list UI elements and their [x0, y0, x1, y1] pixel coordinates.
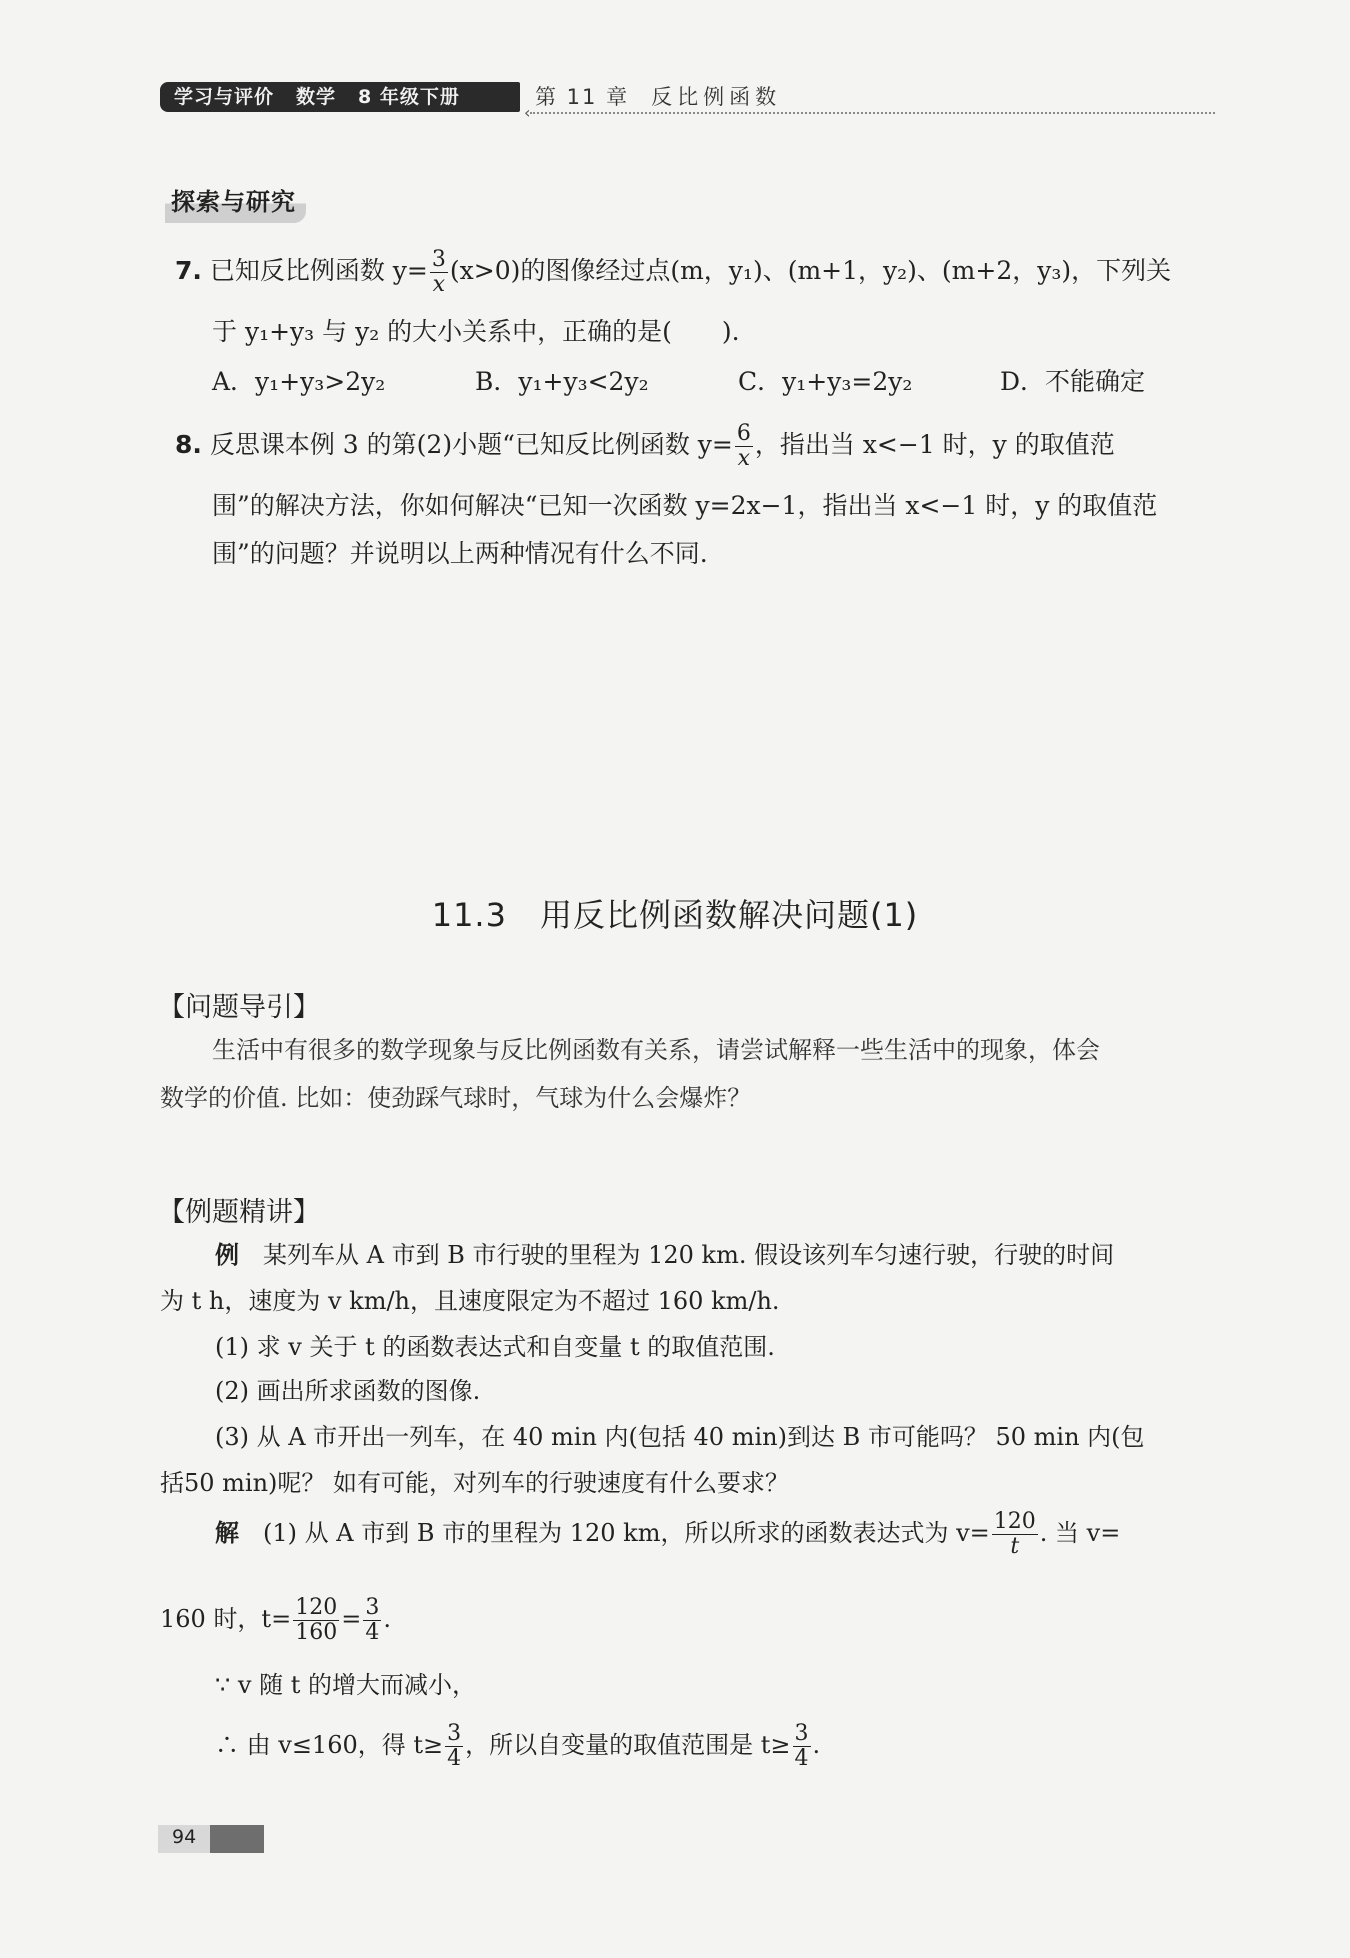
solution-line-1: [215, 1510, 1120, 1559]
question-7-line-1: [175, 248, 1171, 297]
solution-text-1b: . 当 v=: [1039, 1519, 1121, 1547]
option-b: B．y₁+y₃<2y₂: [475, 367, 649, 396]
guide-heading: 【问题导引】: [158, 992, 320, 1023]
header-book-series: 学习与评价: [174, 86, 275, 108]
chapter-title: 反比例函数: [651, 85, 782, 109]
solution-line-2: 160 时，t= $\frac{120}{160}$ = $\frac{3}{4}$ .: [160, 1595, 391, 1645]
example-heading: 【例题精讲】: [158, 1197, 320, 1228]
header-dotted-rule: [530, 112, 1215, 114]
question-8-text-b: ，指出当 x<−1 时，y 的取值范: [754, 430, 1115, 459]
solution-line-4: ∴ 由 v≤160，得 t≥ $\frac{3}{4}$ ，所以自变量的取值范围是 t≥ $\frac{3}{4}$ .: [215, 1721, 821, 1771]
fraction-120-over-t: $\frac{120}{t}$: [993, 1509, 1036, 1559]
header-grade: 8 年级下册: [358, 86, 460, 108]
option-a: A．y₁+y₃>2y₂: [212, 367, 386, 396]
solution-text-2a: 160 时，t=: [160, 1605, 292, 1633]
example-text-1: 某列车从 A 市到 B 市行驶的里程为 120 km. 假设该列车匀速行驶，行驶的时间: [263, 1241, 1115, 1269]
solution-line-3: ∵ v 随 t 的增大而减小，: [215, 1671, 476, 1699]
solution-text-4b: ，所以自变量的取值范围是 t≥: [465, 1731, 791, 1759]
example-line-1: [215, 1232, 1114, 1278]
chapter-number: 第 11 章: [535, 85, 630, 109]
question-7-text-a: 已知反比例函数 y=: [209, 256, 428, 285]
question-8-line-1: [175, 422, 1115, 471]
question-8-line-3: 围”的问题？并说明以上两种情况有什么不同.: [212, 539, 708, 568]
option-d: D．不能确定: [1000, 367, 1146, 396]
guide-line-2: 数学的价值. 比如：使劲踩气球时，气球为什么会爆炸？: [160, 1084, 752, 1112]
question-8-line-2: 围”的解决方法，你如何解决“已知一次函数 y=2x−1，指出当 x<−1 时，y 的取值范: [212, 491, 1158, 520]
fraction-3-over-4: $\frac{3}{4}$: [365, 1595, 380, 1645]
question-7-line-2: 于 y₁+y₃ 与 y₂ 的大小关系中，正确的是( ).: [212, 317, 740, 346]
header-arrow-icon: ‹: [524, 103, 531, 122]
question-8-number: 8.: [175, 430, 202, 459]
example-part-1: (1) 求 v 关于 t 的函数表达式和自变量 t 的取值范围.: [215, 1333, 775, 1361]
fraction-3-over-4-b: $\frac{3}{4}$: [447, 1721, 462, 1771]
option-c: C．y₁+y₃=2y₂: [738, 367, 913, 396]
example-line-2: 为 t h，速度为 v km/h，且速度限定为不超过 160 km/h.: [160, 1287, 780, 1315]
example-part-3a: (3) 从 A 市开出一列车，在 40 min 内(包括 40 min)到达 B 市可能吗？ 50 min 内(包: [215, 1423, 1145, 1451]
solution-label: 解: [215, 1519, 239, 1547]
fraction-120-over-160: $\frac{120}{160}$: [295, 1595, 338, 1645]
question-7-text-b: (x>0)的图像经过点(m，y₁)、(m+1，y₂)、(m+2，y₃)，下列关: [449, 256, 1172, 285]
header-chapter: [535, 82, 781, 112]
fraction-3-over-x: $\frac{3}{x}$: [431, 247, 446, 297]
question-7-number: 7.: [175, 256, 202, 285]
header-subject: 数学: [296, 86, 337, 108]
page-number: 94: [172, 1826, 197, 1848]
example-part-3b: 括50 min)呢？ 如有可能，对列车的行驶速度有什么要求？: [160, 1469, 790, 1497]
solution-text-4a: ∴ 由 v≤160，得 t≥: [215, 1731, 444, 1759]
section-title: 11.3 用反比例函数解决问题(1): [431, 896, 919, 934]
fraction-6-over-x: $\frac{6}{x}$: [736, 421, 751, 471]
solution-text-1a: (1) 从 A 市到 B 市的里程为 120 km，所以所求的函数表达式为 v=: [263, 1519, 990, 1547]
example-part-2: (2) 画出所求函数的图像.: [215, 1377, 481, 1405]
section-tag: 探索与研究: [165, 180, 306, 223]
header-book-label: [160, 82, 520, 112]
example-label: 例: [215, 1241, 239, 1269]
fraction-3-over-4-c: $\frac{3}{4}$: [794, 1721, 809, 1771]
question-8-text-a: 反思课本例 3 的第(2)小题“已知反比例函数 y=: [209, 430, 733, 459]
guide-line-1: 生活中有很多的数学现象与反比例函数有关系，请尝试解释一些生活中的现象，体会: [212, 1036, 1100, 1064]
